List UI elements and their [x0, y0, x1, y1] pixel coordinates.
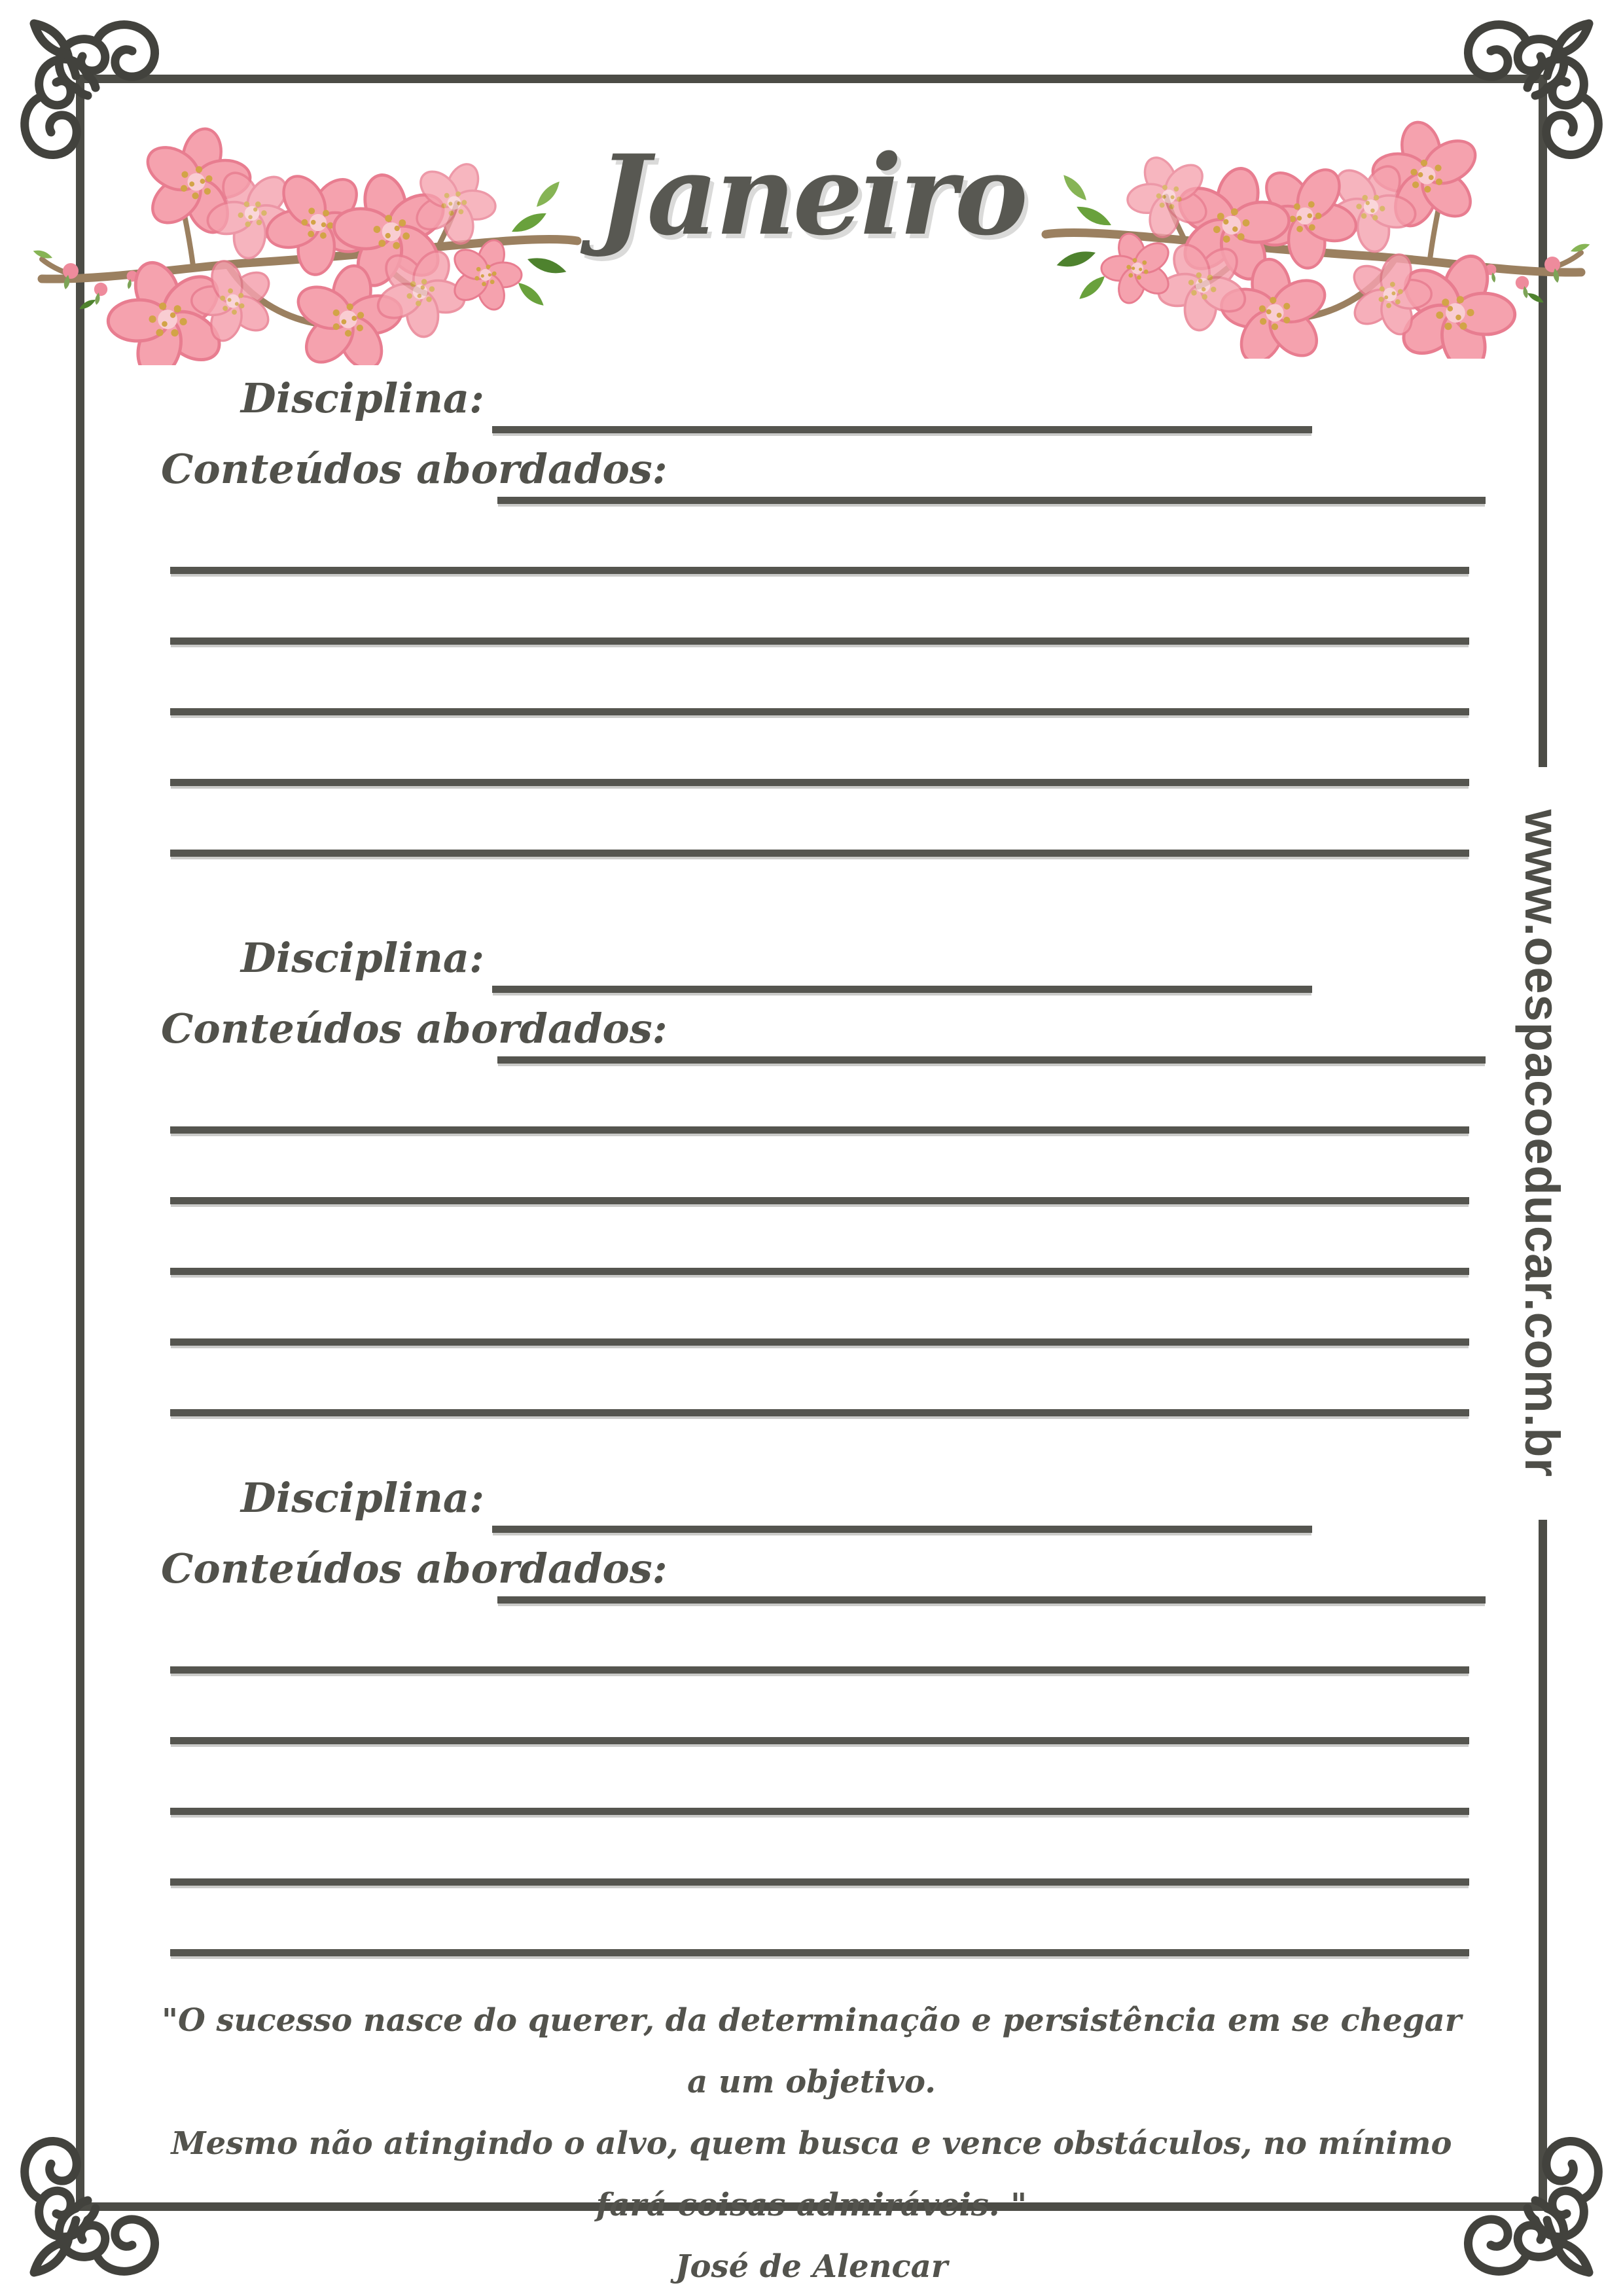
quote-line-1: "O sucesso nasce do querer, da determinação e persistência em se chegar a um objetivo.: [161, 2002, 1462, 2100]
writing-line: [170, 1268, 1469, 1275]
contents-label: Conteúdos abordados:: [161, 1545, 668, 1592]
entry-section: [0, 926, 1623, 1450]
entry-section: [0, 1466, 1623, 1990]
contents-answer-line: [497, 1596, 1486, 1604]
corner-flourish-icon: [1461, 2134, 1613, 2286]
writing-line: [170, 1338, 1469, 1346]
discipline-label: Disciplina:: [240, 934, 484, 982]
quote-author: José de Alencar: [675, 2248, 948, 2285]
writing-line: [170, 1949, 1469, 1956]
writing-line: [170, 779, 1469, 786]
writing-line: [170, 567, 1469, 574]
writing-line: [170, 1878, 1469, 1886]
writing-line: [170, 1808, 1469, 1815]
page-title: Janeiro: [597, 130, 1026, 260]
discipline-label: Disciplina:: [240, 374, 484, 422]
contents-label: Conteúdos abordados:: [161, 1005, 668, 1052]
contents-answer-line: [497, 1056, 1486, 1064]
writing-line: [170, 1737, 1469, 1744]
writing-line: [170, 708, 1469, 715]
discipline-answer-line: [492, 986, 1312, 993]
writing-line: [170, 1126, 1469, 1134]
writing-line: [170, 1409, 1469, 1416]
entry-section: [0, 367, 1623, 890]
writing-line: [170, 637, 1469, 645]
quote-line-2: Mesmo não atingindo o alvo, quem busca e vence obstáculos, no mínimo fará coisas admiráveis. ": [171, 2125, 1452, 2223]
writing-line: [170, 850, 1469, 857]
discipline-answer-line: [492, 426, 1312, 433]
contents-answer-line: [497, 497, 1486, 504]
quote-block: [157, 1990, 1466, 2296]
corner-flourish-icon: [10, 2134, 162, 2286]
discipline-label: Disciplina:: [240, 1474, 484, 1522]
writing-line: [170, 1197, 1469, 1204]
watermark-url: www.oespacoeducar.com.br: [1512, 767, 1572, 1520]
writing-line: [170, 1666, 1469, 1674]
contents-label: Conteúdos abordados:: [161, 445, 668, 493]
discipline-answer-line: [492, 1526, 1312, 1533]
